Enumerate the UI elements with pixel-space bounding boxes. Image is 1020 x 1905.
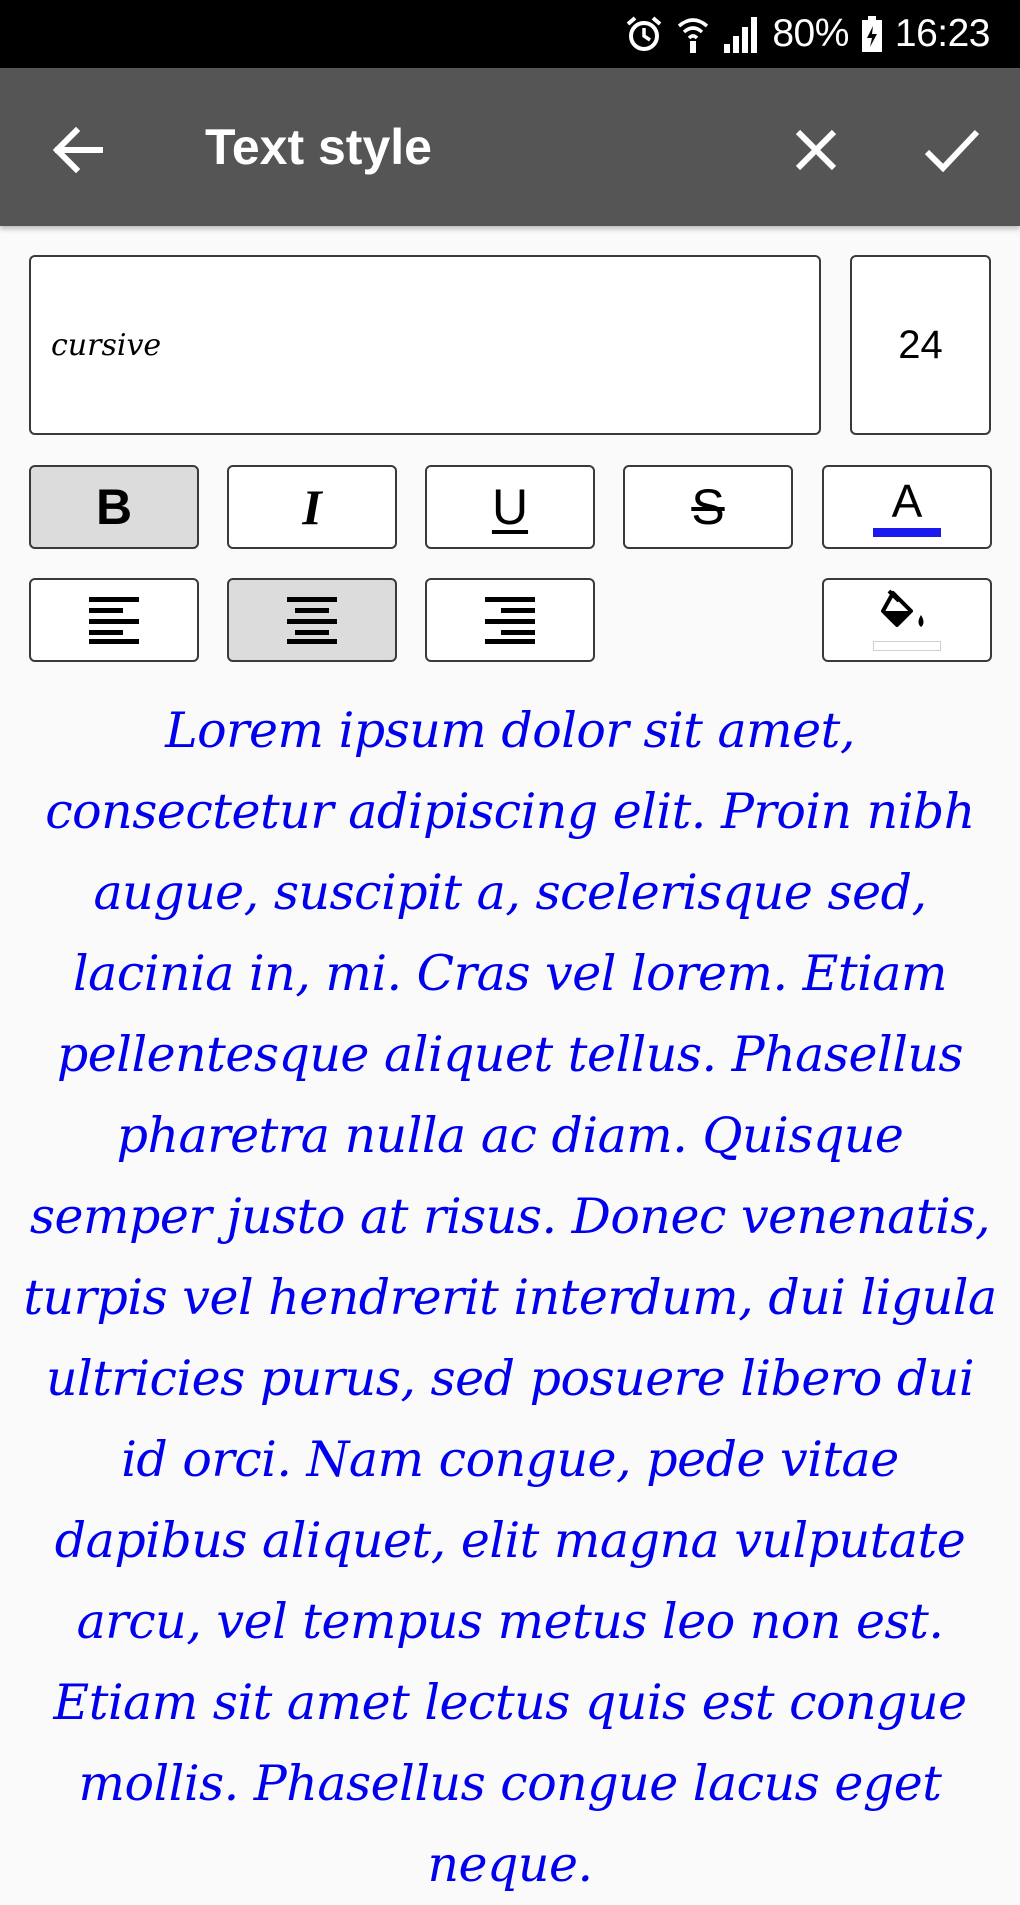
font-family-value: cursive [51, 327, 162, 363]
close-icon [788, 122, 844, 178]
align-right-button[interactable] [425, 578, 595, 662]
text-color-swatch [873, 528, 941, 537]
align-right-icon [483, 595, 537, 645]
text-color-icon [873, 474, 941, 537]
battery-icon [861, 14, 883, 54]
align-center-icon [285, 595, 339, 645]
align-center-button[interactable] [227, 578, 397, 662]
signal-icon [722, 14, 760, 54]
battery-percent: 80% [772, 12, 849, 55]
status-bar [0, 0, 1020, 68]
confirm-button[interactable] [922, 122, 982, 178]
check-icon [922, 122, 982, 178]
arrow-back-icon [50, 122, 106, 178]
font-size-value: 24 [898, 322, 943, 367]
align-left-button[interactable] [29, 578, 199, 662]
font-family-field[interactable] [29, 255, 821, 435]
alarm-icon [624, 14, 664, 54]
text-preview: Lorem ipsum dolor sit amet, consectetur adipiscing elit. Proin nibh augue, suscipit a, scelerisque sed, lacinia in, mi. Cras vel lorem. Etiam pellentesque aliquet tellus. Phasellus pharetra nulla ac diam. Quisque semper justo at risus. Donec venenatis, turpis vel hendrerit interdum, dui ligula ultricies purus, sed posuere libero dui id orci. Nam congue, pede vitae dapibus aliquet, elit magna vulputate arcu, vel tempus metus leo non est. Etiam sit amet lectus quis est congue mollis. Phasellus congue lacus eget neque. [23, 702, 997, 1893]
underline-button[interactable] [425, 465, 595, 549]
strikethrough-icon: S [691, 479, 725, 535]
close-button[interactable] [788, 122, 844, 178]
underline-icon: U [491, 479, 529, 535]
text-color-button[interactable] [822, 465, 992, 549]
back-button[interactable] [50, 122, 106, 178]
bold-icon: B [95, 479, 133, 535]
text-color-letter: A [891, 474, 923, 527]
strikethrough-button[interactable] [623, 465, 793, 549]
fill-color-swatch [873, 641, 941, 651]
italic-icon: I [302, 479, 322, 535]
clock: 16:23 [894, 12, 990, 55]
align-left-icon [87, 595, 141, 645]
app-bar [0, 68, 1020, 226]
page-title: Text style [205, 119, 432, 175]
fill-color-icon [873, 589, 941, 651]
status-icons [624, 0, 990, 68]
fill-color-button[interactable] [822, 578, 992, 662]
wifi-icon [676, 14, 710, 54]
bold-button[interactable] [29, 465, 199, 549]
font-size-field[interactable] [850, 255, 991, 435]
italic-button[interactable] [227, 465, 397, 549]
paint-bucket-icon [879, 589, 935, 639]
